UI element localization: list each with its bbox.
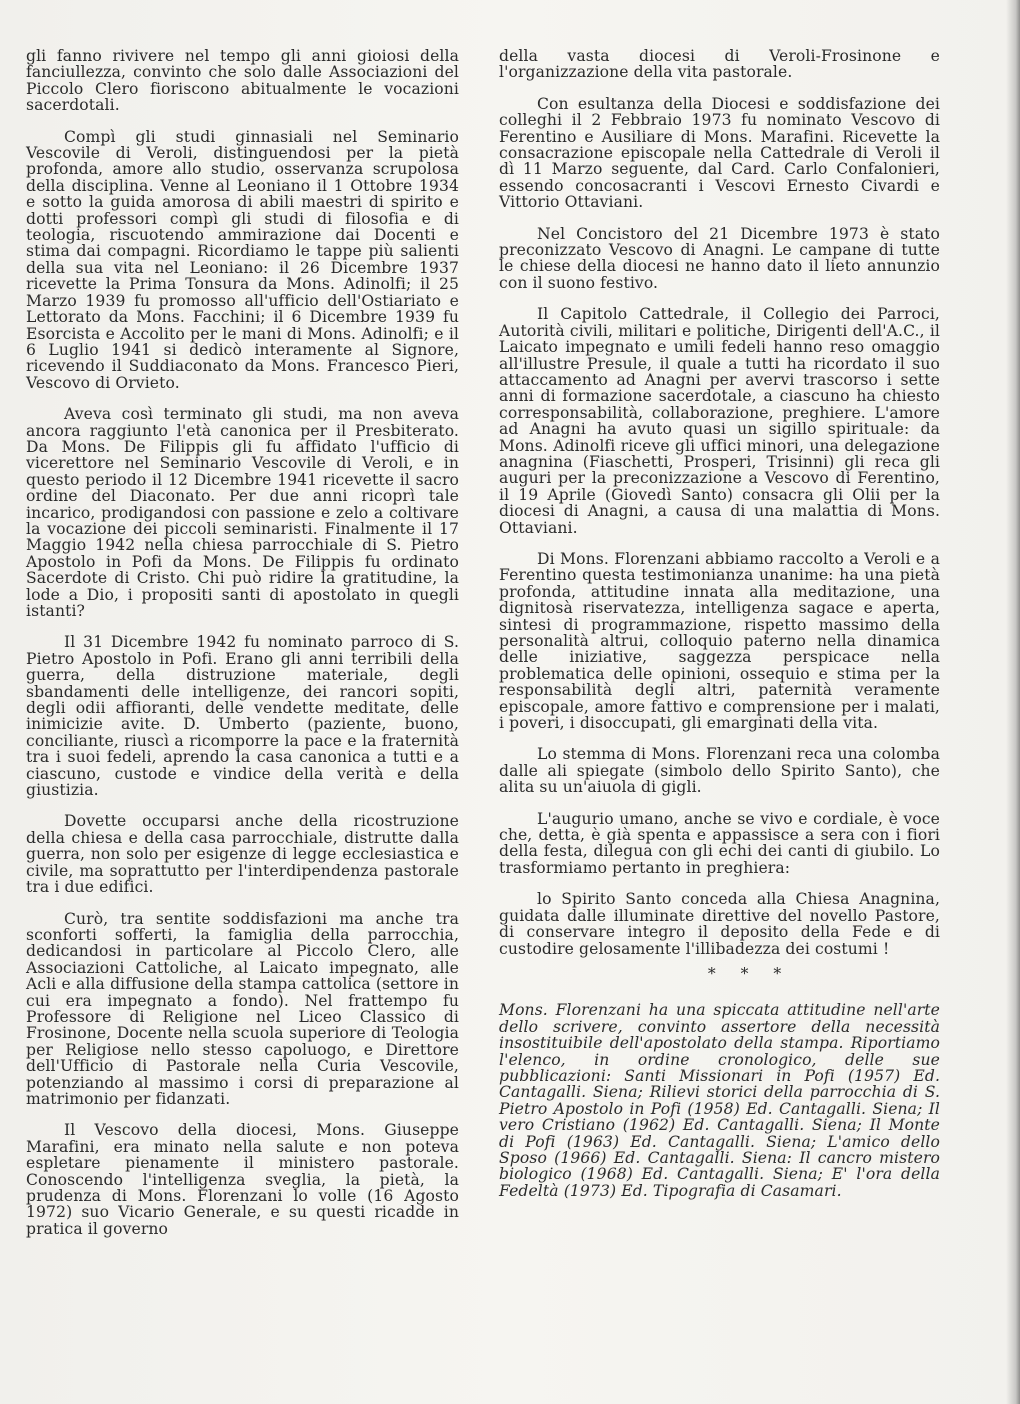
paragraph: Il Capitolo Cattedrale, il Collegio dei Parroci, Autorità civili, militari e politiche, Dirigenti dell'A.C., il Laicato impegnato e umili fedeli hanno reso omaggio all'illustre Presule, il quale a tutti ha ricordato il suo attaccamento ad Anagni per avervi trascorso i sette anni di formazione sacerdotale, a ciascuno ha chiesto corresponsabilità, collaborazione, preghiere. L'amore ad Anagni ha avuto quasi un sigillo spirituale: da Mons. Adinolfi riceve gli uffici minori, una delegazione anagnina (Fiaschetti, Prosperi, Trisinni) gli reca gli auguri per la preconizzazione a Vescovo di Ferentino, il 19 Aprile (Giovedì Santo) consacra gli Olii per la diocesi di Anagni, a causa di una malattia di Mons. Ottaviani. [499,305,940,537]
paragraph: Con esultanza della Diocesi e soddisfazione dei colleghi il 2 Febbraio 1973 fu nominato Vescovo di Ferentino e Ausiliare di Mons. Marafini. Ricevette la consacrazione episcopale nella Cattedrale di Veroli il dì 11 Marzo seguente, dal Card. Carlo Confalonieri, essendo concosacranti i Vescovi Ernesto Civardi e Vittorio Ottaviani. [499,94,940,212]
paragraph: Aveva così terminato gli studi, ma non aveva ancora raggiunto l'età canonica per il Presbiterato. Da Mons. De Filippis gli fu affidato l'ufficio di vicerettore nel Seminario Vescovile di Veroli, e in questo periodo il 12 Dicembre 1941 ricevette il sacro ordine del Diaconato. Per due anni ricoprì tale incarico, prodigandosi con passione e zelo a coltivare la vocazione dei piccoli seminaristi. Finalmente il 17 Maggio 1942 nella chiesa parrocchiale di S. Pietro Apostolo in Pofi da Mons. De Filippis fu ordinato Sacerdote di Cristo. Chi può ridire la gratitudine, la lode a Dio, i propositi santi di apostolato in quegli istanti? [26,405,459,620]
paragraph: Compì gli studi ginnasiali nel Seminario Vescovile di Veroli, distinguendosi per la pietà profonda, amore allo studio, osservanza scrupolosa della disciplina. Venne al Leoniano il 1 Ottobre 1934 e sotto la guida amorosa di abili maestri di spirito e dotti professori compì gli studi di filosofia e di teologia, riscuotendo ammirazione dai Docenti e stima dai compagni. Ricordiamo le tappe più salienti della sua vita nel Leoniano: il 26 Dicembre 1937 ricevette la Prima Tonsura da Mons. Adinolfi; il 25 Marzo 1939 fu promosso all'ufficio dell'Ostiariato e Lettorato da Mons. Facchini; il 6 Dicembre 1939 fu Esorcista e Accolito per le mani di Mons. Adinolfi; e il 6 Luglio 1941 si dedicò interamente al Signore, ricevendo il Suddiaconato da Mons. Francesco Pieri, Vescovo di Orvieto. [26,127,459,392]
paragraph: Lo stemma di Mons. Florenzani reca una colomba dalle ali spiegate (simbolo dello Spirito Santo), che alita su un'aiuola di gigli. [499,745,940,797]
prayer-paragraph: lo Spirito Santo conceda alla Chiesa Anagnina, guidata dalle illuminate direttive del novello Pastore, di conservare integro il deposito della Fede e di custodire gelosamente l'illibadezza dei costumi ! [499,890,940,958]
page-edge-shadow [1006,0,1020,1404]
publications-note: Mons. Florenzani ha una spiccata attitudine nell'arte dello scrivere, convinto assertore della necessità insostituibile dell'apostolato della stampa. Riportiamo l'elenco, in ordine cronologico, delle sue pubblicazioni: Santi Missionari in Pofi (1957) Ed. Cantagalli. Siena; Rilievi storici della parrocchia di S. Pietro Apostolo in Pofi (1958) Ed. Cantagalli. Siena; Il vero Cristiano (1962) Ed. Cantagalli. Siena; Il Monte di Pofi (1963) Ed. Cantagalli. Siena; L'amico dello Sposo (1966) Ed. Cantagalli. Siena: Il cancro mistero biologico (1968) Ed. Cantagalli. Siena; E' l'ora della Fedeltà (1973) Ed. Tipografia di Casamari. [499,1001,940,1200]
paragraph: L'augurio umano, anche se vivo e cordiale, è voce che, detta, è già spenta e appassisce a sera con i fiori della festa, dilegua con gli echi dei canti di giubilo. Lo trasformiamo pertanto in preghiera: [499,809,940,877]
right-column [499,48,940,1214]
paragraph: Dovette occuparsi anche della ricostruzione della chiesa e della casa parrocchiale, distrutte dalla guerra, non solo per esigenze di legge ecclesiastica e civile, ma soprattutto per l'interdipendenza pastorale tra i due edifici. [26,812,459,897]
paragraph: Nel Concistoro del 21 Dicembre 1973 è stato preconizzato Vescovo di Anagni. Le campane di tutte le chiese della diocesi ne hanno dato il lieto annunzio con il suono festivo. [499,224,940,292]
paragraph: Il Vescovo della diocesi, Mons. Giuseppe Marafini, era minato nella salute e non poteva espletare pienamente il ministero pastorale. Conoscendo l'intelligenza sveglia, la pietà, la prudenza di Mons. Florenzani lo volle (16 Agosto 1972) suo Vicario Generale, e su questi ricadde in pratica il governo [26,1121,459,1238]
paragraph: gli fanno rivivere nel tempo gli anni gioiosi della fanciullezza, convinto che solo dalle Associazioni del Piccolo Clero fioriscono abitualmente le vocazioni sacerdotali. [26,47,459,115]
section-separator: * * * [707,964,792,983]
left-column [26,48,459,1252]
paragraph: Di Mons. Florenzani abbiamo raccolto a Veroli e a Ferentino questa testimonianza unanime: ha una pietà profonda, attitudine innata alla meditazione, una dignitosà riservatezza, intelligenza sagace e aperta, sintesi di programmazione, rispetto massimo della personalità altrui, colloquio paterno nella dinamica delle iniziative, saggezza perspicace nella problematica delle opinioni, ossequio e stima per la responsabilità degli altri, paternità veramente episcopale, amore fattivo e comprensione per i malati, i poveri, i disoccupati, gli emarginati della vita. [499,549,940,733]
paragraph: della vasta diocesi di Veroli-Frosinone e l'organizzazione della vita pastorale. [499,47,940,82]
paragraph: Curò, tra sentite soddisfazioni ma anche tra sconforti sofferti, la famiglia della parrocchia, dedicandosi in particolare al Piccolo Clero, alle Associazioni Cattoliche, al Laicato impegnato, alle Acli e alla diffusione della stampa cattolica (settore in cui era impegnato a fondo). Nel frattempo fu Professore di Religione nel Liceo Classico di Frosinone, Docente nella scuola superiore di Teologia per Religiose nello stesso capoluogo, e Direttore dell'Ufficio di Pastorale nella Curia Vescovile, potenziando al massimo i corsi di preparazione al matrimonio per fidanzati. [26,909,459,1108]
paragraph: Il 31 Dicembre 1942 fu nominato parroco di S. Pietro Apostolo in Pofi. Erano gli anni terribili della guerra, della distruzione materiale, degli sbandamenti delle intelligenze, dei rancori sopiti, degli odii affioranti, delle vendette meditate, delle inimicizie avite. D. Umberto (paziente, buono, conciliante, riuscì a ricomporre la pace e la fraternità tra i suoi fedeli, aprendo la casa canonica a tutti e a ciascuno, custode e vindice della verità e della giustizia. [26,633,459,800]
